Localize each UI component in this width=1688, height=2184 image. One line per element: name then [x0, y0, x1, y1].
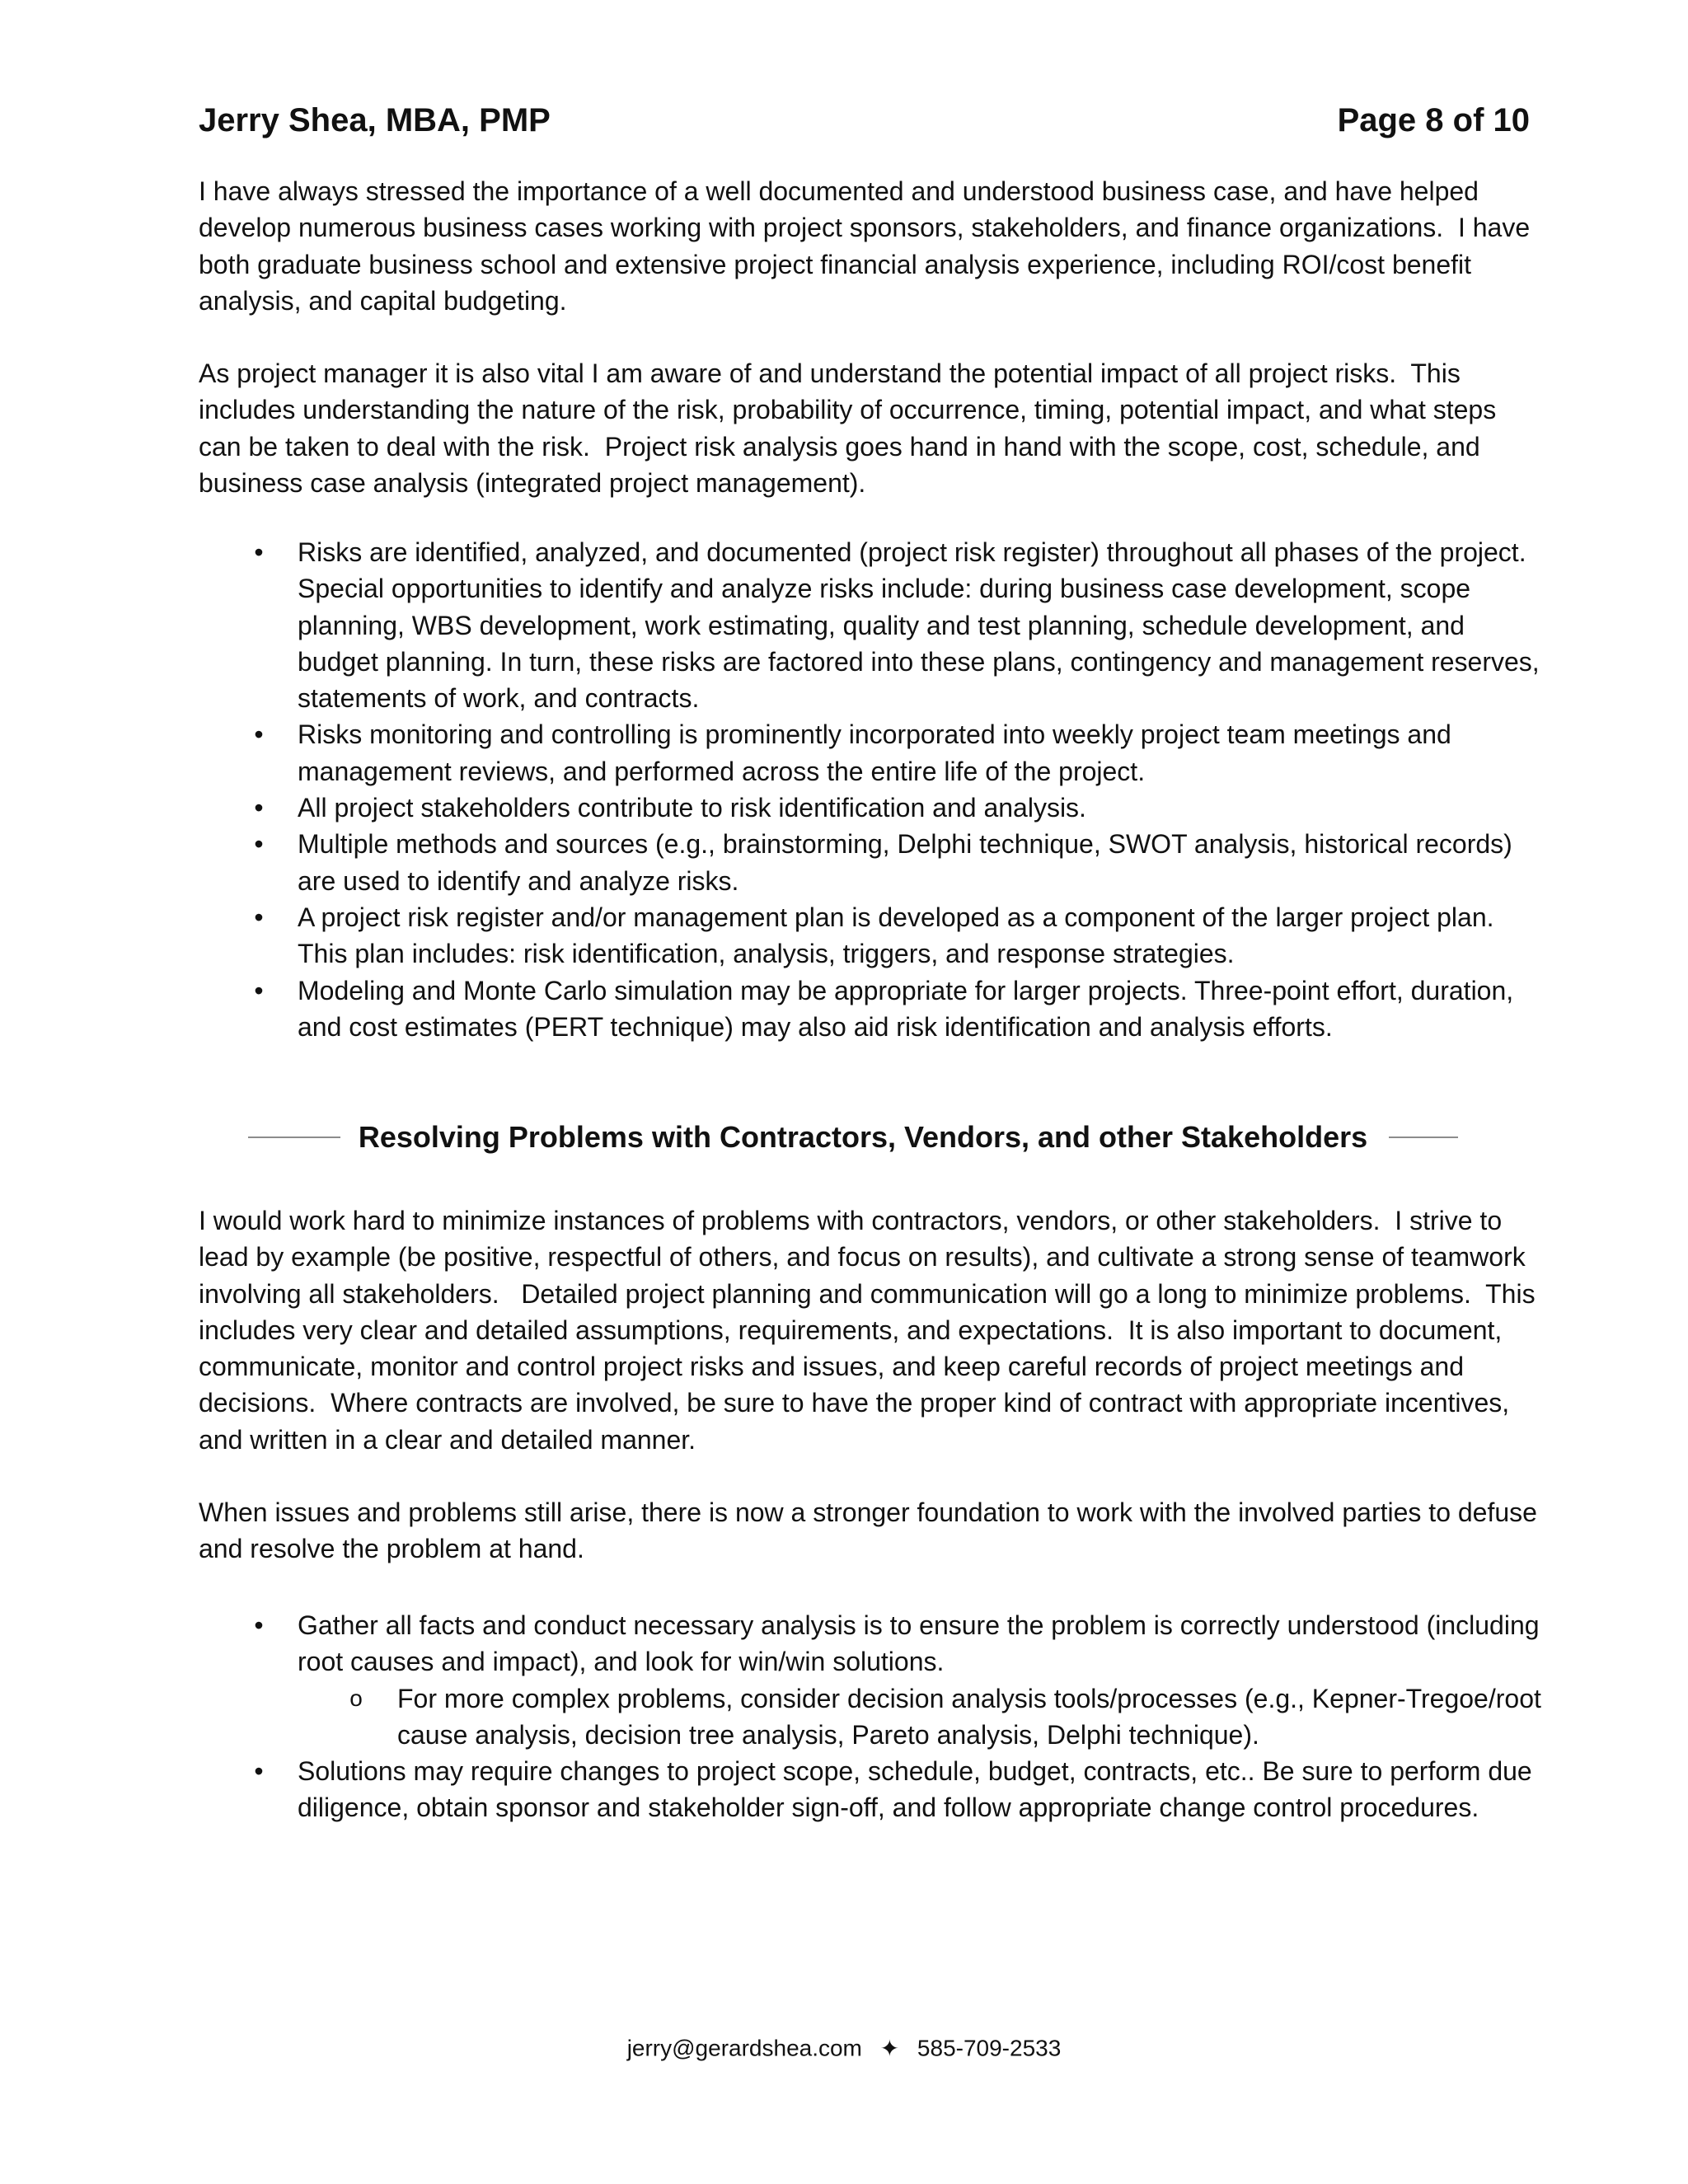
list-item — [199, 534, 1550, 716]
page-footer — [0, 2034, 1688, 2062]
issues-paragraph: When issues and problems still arise, there is now a stronger foundation to work with the involved parties to defuse and resolve the problem at hand. — [199, 1497, 1545, 1564]
footer-email: jerry@gerardshea.com — [626, 2035, 862, 2061]
bullet-icon: • — [254, 1610, 264, 1640]
list-item — [199, 972, 1550, 1046]
list-item — [199, 1607, 1550, 1680]
risk-paragraph: As project manager it is also vital I am aware of and understand the potential impact of all project risks. This includes understanding the nature of the risk, probability of occurrence, timing, potential impact, and what steps can be taken to deal with the risk. Project risk analysis goes hand in hand with the scope, cost, schedule, and business case analysis (integrated project management). — [199, 359, 1504, 499]
bullet-icon: • — [254, 902, 264, 932]
separator-icon: ✦ — [879, 2036, 900, 2062]
bullet-text: Risks monitoring and controlling is prominently incorporated into weekly project team meetings and management reviews, and performed across the entire life of the project. — [298, 719, 1451, 786]
list-item — [199, 826, 1550, 899]
heading-rule-left — [248, 1137, 340, 1138]
list-item — [199, 716, 1550, 790]
bullet-icon: • — [254, 537, 264, 567]
risk-bullet-list — [199, 534, 1550, 1045]
problem-bullet-list — [199, 1607, 1550, 1826]
page-header — [199, 96, 1530, 145]
bullet-icon: • — [254, 1756, 264, 1787]
bullet-icon: • — [254, 975, 264, 1005]
page-number: Page 8 of 10 — [1337, 101, 1530, 138]
bullet-text: A project risk register and/or management plan is developed as a component of the larger project plan. This plan includes: risk identification, analysis, triggers, and response strategies. — [298, 902, 1494, 969]
section-heading — [237, 1114, 1470, 1160]
author-name: Jerry Shea, MBA, PMP — [199, 101, 551, 138]
minimize-problems-paragraph: I would work hard to minimize instances of problems with contractors, vendors, or other stakeholders. I strive to lead by example (be positive, respectful of others, and focus on results), and cultivate a strong sense of teamwork involving all stakeholders. Detailed project planning and communication will go a long to minimize problems. This includes very clear and detailed assumptions, requirements, and expectations. It is also important to document, communicate, monitor and control project risks and issues, and keep careful records of project meetings and decisions. Where contracts are involved, be sure to have the proper kind of contract with appropriate incentives, and written in a clear and detailed manner. — [199, 1206, 1543, 1455]
bullet-text: All project stakeholders contribute to risk identification and analysis. — [298, 793, 1086, 823]
business-case-paragraph: I have always stressed the importance of a well documented and understood business case, and have helped develop numerous business cases working with project sponsors, stakeholders, and finance organizations. I have both graduate business school and extensive project financial analysis experience, including ROI/cost benefit analysis, and capital budgeting. — [199, 176, 1538, 316]
section-title: Resolving Problems with Contractors, Vendors, and other Stakeholders — [358, 1120, 1368, 1154]
bullet-icon: • — [254, 793, 264, 823]
bullet-icon: • — [254, 829, 264, 860]
bullet-text: Risks are identified, analyzed, and documented (project risk register) throughout all phases of the project. Special opportunities to identify and analyze risks include: during business case development, scope planning, WBS development, work estimating, quality and test planning, schedule development, and budget planning. In turn, these risks are factored into these plans, contingency and management reserves, statements of work, and contracts. — [298, 537, 1540, 714]
list-item — [199, 790, 1550, 826]
list-item — [199, 899, 1550, 972]
problems-section — [199, 1202, 1545, 1568]
heading-rule-right — [1389, 1137, 1458, 1138]
intro-section — [199, 173, 1538, 501]
bullet-icon: • — [254, 719, 264, 750]
sub-bullet-text: For more complex problems, consider decision analysis tools/processes (e.g., Kepner-Tregoe/root cause analysis, decision tree analysis, Pareto analysis, Delphi technique). — [397, 1683, 1541, 1750]
bullet-text: Gather all facts and conduct necessary analysis is to ensure the problem is correctly understood (including root causes and impact), and look for win/win solutions. — [298, 1610, 1540, 1677]
sub-list-item — [199, 1680, 1550, 1754]
sub-bullet-icon: o — [349, 1685, 363, 1711]
bullet-text: Multiple methods and sources (e.g., brainstorming, Delphi technique, SWOT analysis, historical records) are used to identify and analyze risks. — [298, 829, 1512, 896]
footer-phone: 585-709-2533 — [917, 2035, 1062, 2061]
bullet-text: Modeling and Monte Carlo simulation may be appropriate for larger projects. Three-point effort, duration, and cost estimates (PERT technique) may also aid risk identification and analysis efforts. — [298, 975, 1514, 1042]
bullet-text: Solutions may require changes to project scope, schedule, budget, contracts, etc.. Be sure to perform due diligence, obtain sponsor and stakeholder sign-off, and follow appropriate change control procedures. — [298, 1756, 1532, 1823]
list-item — [199, 1753, 1550, 1826]
